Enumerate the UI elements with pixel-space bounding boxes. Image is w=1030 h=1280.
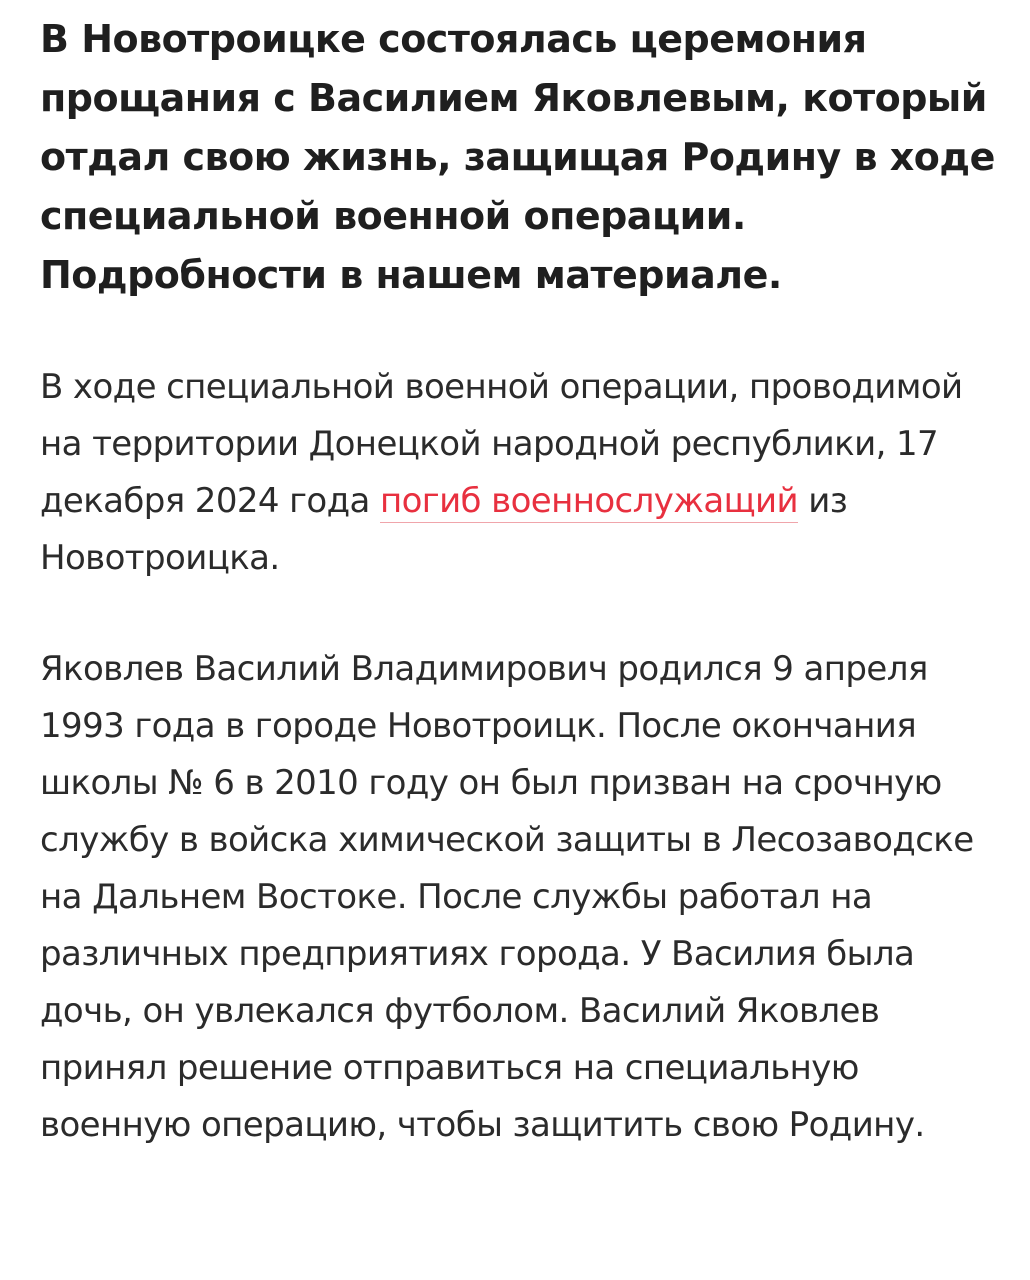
article-paragraph-1 [40,359,1005,587]
article-lead: В Новотроицке состоялась церемония прощания с Василием Яковлевым, который отдал свою жизнь, защищая Родину в ходе специальной военной операции. Подробности в нашем материале. [40,17,995,297]
fallen-soldier-link[interactable]: погиб военнослужащий [379,481,798,521]
article-paragraph-2: Яковлев Василий Владимирович родился 9 апреля 1993 года в городе Новотроицк. После окончания школы № 6 в 2010 году он был призван на срочную службу в войска химической защиты в Лесозаводске на Дальнем Востоке. После службы работал на различных предприятиях города. У Василия была дочь, он увлекался футболом. Василий Яковлев принял решение отправиться на специальную военную операцию, чтобы защитить свою Родину. [40,649,974,1145]
paragraph-1-text-after: из Новотроицка. [40,481,848,578]
article-body [40,10,1005,1154]
paragraph-1-text-before: В ходе специальной военной операции, проводимой на территории Донецкой народной республики, 17 декабря 2024 года [40,367,963,521]
